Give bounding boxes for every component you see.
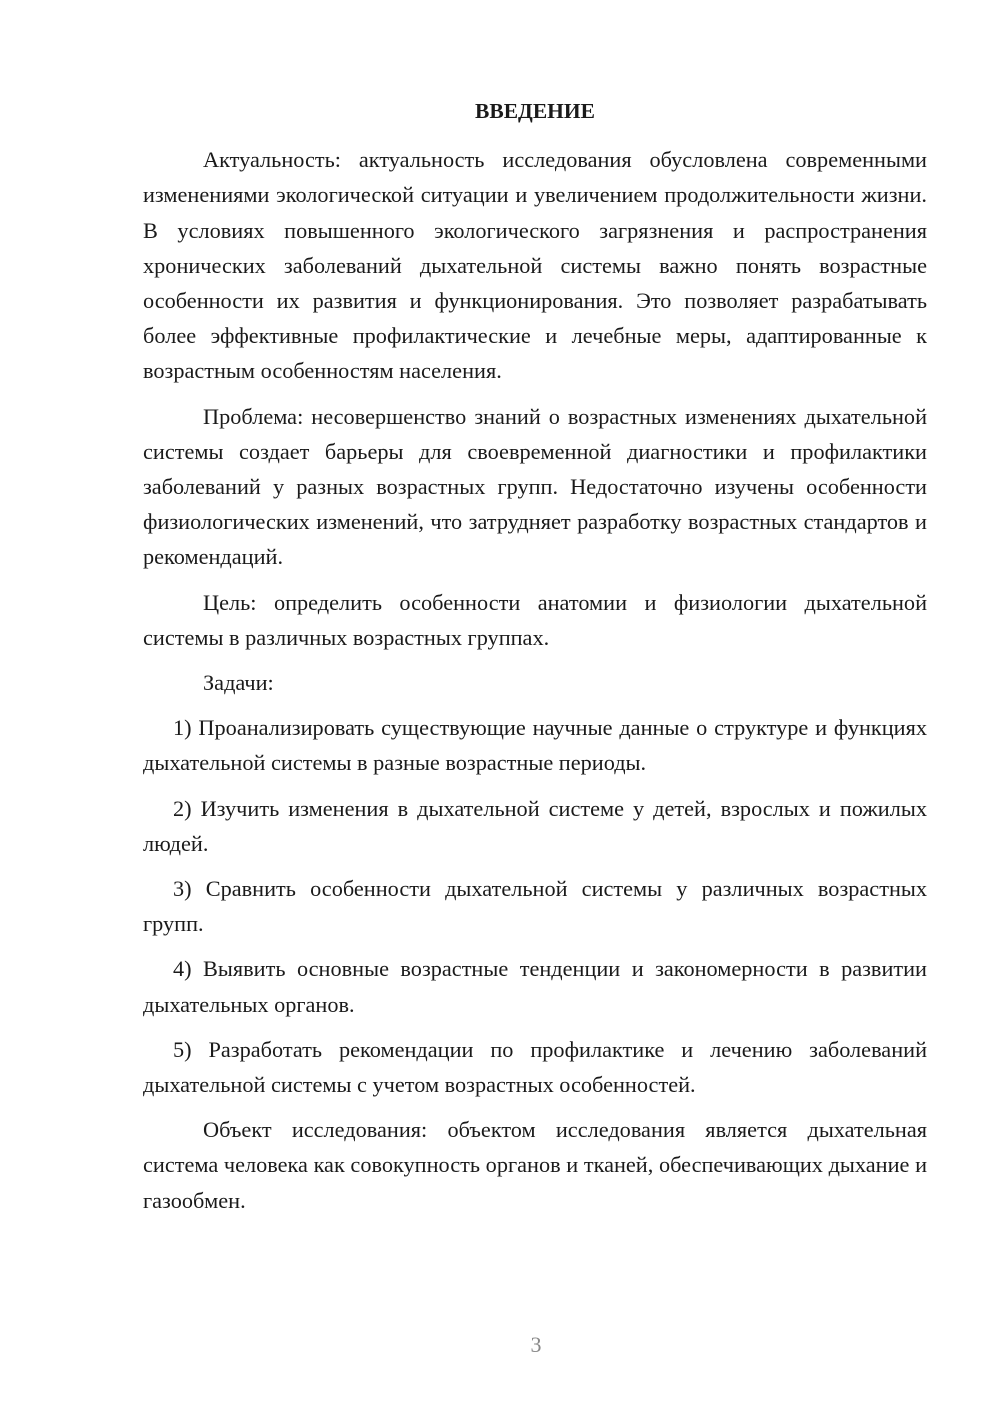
task-item-1: 1) Проанализировать существующие научные данные о структуре и функциях дыхательной системы в разные возрастные периоды. <box>143 715 927 776</box>
task-item-2: 2) Изучить изменения в дыхательной системе у детей, взрослых и пожилых людей. <box>143 795 927 856</box>
document-body <box>143 94 927 1228</box>
task-item-5: 5) Разработать рекомендации по профилактике и лечению заболеваний дыхательной системы с учетом возрастных особенностей. <box>143 1036 927 1098</box>
task-item-3: 3) Сравнить особенности дыхательной системы у различных возрастных групп. <box>143 876 927 937</box>
tasks-label: Задачи: <box>203 670 274 696</box>
object-paragraph: Объект исследования: объектом исследования является дыхательная система человека как совокупность органов и тканей, обеспечивающих дыхание и газообмен. <box>143 1117 927 1213</box>
relevance-paragraph: Актуальность: актуальность исследования обусловлена современными изменениями экологической ситуации и увеличением продолжительности жизни. В условиях повышенного экологического загрязнения и распространения хронических заболеваний дыхательной системы важно понять возрастные особенности их развития и функционирования. Это позволяет разрабатывать более эффективные профилактические и лечебные меры, адаптированные к возрастным особенностям населения. <box>143 147 927 384</box>
goal-paragraph: Цель: определить особенности анатомии и физиологии дыхательной системы в различных возрастных группах. <box>143 589 927 650</box>
section-heading: ВВЕДЕНИЕ <box>475 99 595 123</box>
page-number: 3 <box>530 1332 542 1357</box>
problem-paragraph: Проблема: несовершенство знаний о возрастных изменениях дыхательной системы создает барьеры для своевременной диагностики и профилактики заболеваний у разных возрастных групп. Недостаточно изучены особенности физиологических изменений, что затрудняет разработку возрастных стандартов и рекомендаций. <box>143 403 927 570</box>
task-item-4: 4) Выявить основные возрастные тенденции и закономерности в развитии дыхательных органов. <box>143 956 927 1017</box>
